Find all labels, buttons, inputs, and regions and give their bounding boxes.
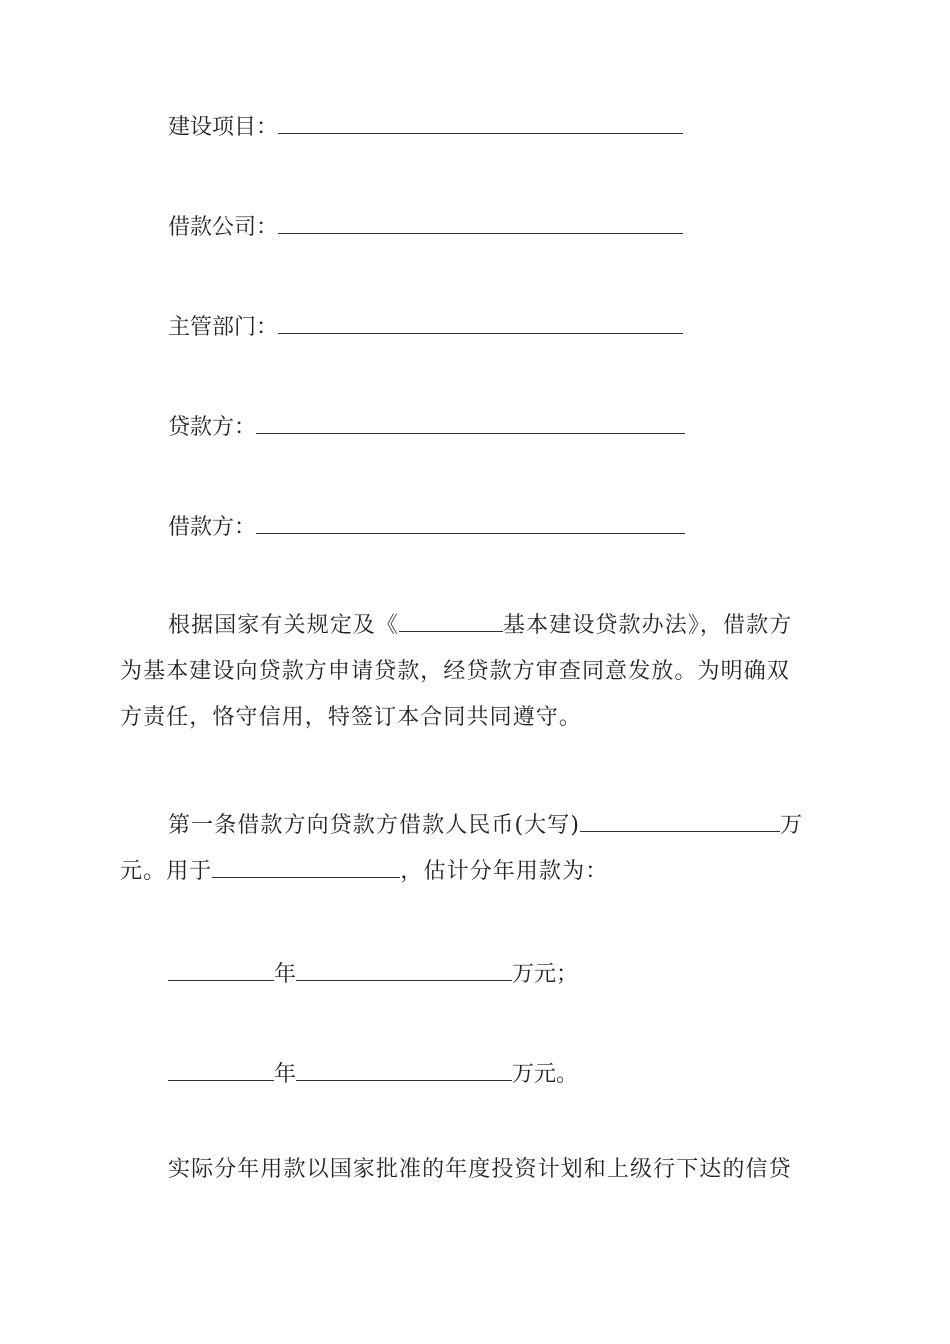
field-label: 建设项目： (168, 115, 279, 140)
fill-in-blank[interactable] (399, 611, 503, 632)
fill-in-blank[interactable] (256, 513, 685, 534)
fill-in-blank[interactable] (296, 1060, 512, 1081)
intro-line-1: 根据国家有关规定及《 基本建设贷款办法》，借款方 (168, 613, 793, 638)
intro-line-3: 方责任，恪守信用，特签订本合同共同遵守。 (120, 705, 583, 730)
fill-in-blank[interactable] (580, 811, 780, 832)
fill-in-blank[interactable] (278, 313, 683, 334)
intro-paragraph (120, 603, 832, 741)
article-1-line-2: 元。用于 ，估计分年用款为： (120, 859, 609, 884)
fill-in-blank[interactable] (278, 213, 683, 234)
article-1-line-1: 第一条借款方向贷款方借款人民币(大写) 万 (168, 813, 804, 838)
field-borrower (168, 513, 685, 542)
fill-in-blank[interactable] (296, 960, 512, 981)
intro-line-2: 为基本建设向贷款方申请贷款，经贷款方审查同意发放。为明确双 (120, 659, 790, 684)
field-borrowing-company (168, 213, 683, 242)
field-label: 贷款方： (168, 415, 257, 440)
field-supervising-department (168, 313, 683, 342)
fill-in-blank[interactable] (212, 857, 400, 878)
closing-paragraph (120, 1147, 832, 1193)
fill-in-blank[interactable] (168, 960, 274, 981)
fill-in-blank[interactable] (256, 413, 685, 434)
yearly-usage-row: 年 万元； (168, 960, 578, 989)
field-label: 借款公司： (168, 215, 279, 240)
yearly-usage-row: 年 万元。 (168, 1060, 578, 1089)
field-label: 借款方： (168, 515, 257, 540)
fill-in-blank[interactable] (168, 1060, 274, 1081)
field-label: 主管部门： (168, 315, 279, 340)
article-1-paragraph (120, 803, 832, 895)
closing-line-1: 实际分年用款以国家批准的年度投资计划和上级行下达的信贷 (168, 1157, 792, 1182)
fill-in-blank[interactable] (278, 113, 683, 134)
field-lender (168, 413, 685, 442)
field-construction-project (168, 113, 683, 142)
